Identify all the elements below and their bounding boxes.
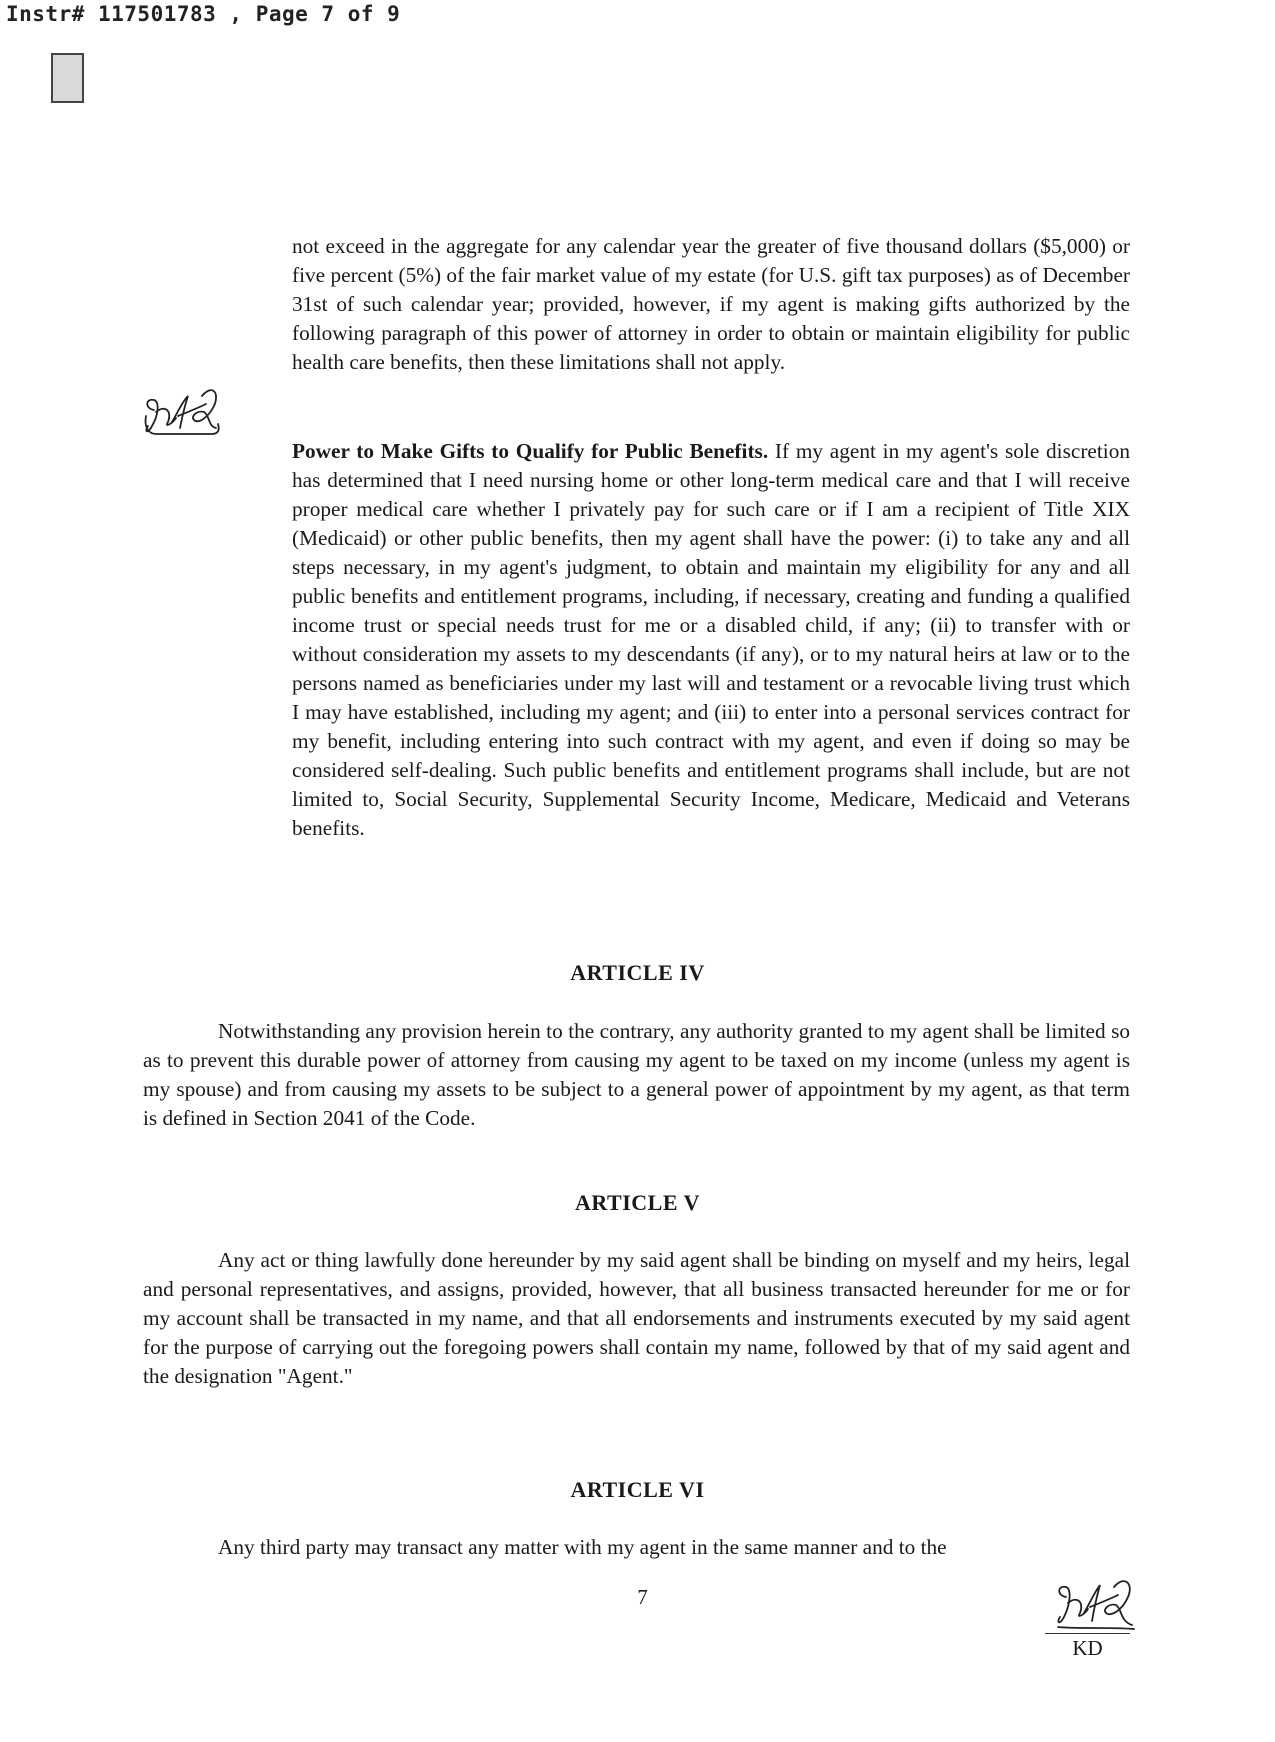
article-iv-title: ARTICLE IV [570, 960, 705, 985]
initials-footer-signature [1048, 1575, 1138, 1633]
article-v-title: ARTICLE V [575, 1190, 700, 1215]
signature-line [1045, 1633, 1130, 1634]
article-v-text: Any act or thing lawfully done hereunder by my said agent shall be binding on myself and my heirs, legal and personal representatives, and assigns, provided, however, that all business transacted hereunder for me or for my account shall be transacted in my name, and that all endorsements and instruments executed by my said agent for the purpose of carrying out the foregoing powers shall contain my name, followed by that of my said agent and the designation "Agent." [143, 1248, 1130, 1388]
instrument-header: Instr# 117501783 , Page 7 of 9 [6, 2, 401, 26]
continuation-paragraph: not exceed in the aggregate for any calendar year the greater of five thousand dollars ($5,000) or five percent (5%) of the fair market value of my estate (for U.S. gift tax purposes) as of December 31st of such calendar year; provided, however, if my agent is making gifts authorized by the following paragraph of this power of attorney in order to obtain or maintain eligibility for public health care benefits, then these limitations shall not apply. [292, 234, 1130, 374]
article-iv-text: Notwithstanding any provision herein to the contrary, any authority granted to my agent shall be limited so as to prevent this durable power of attorney from causing my agent to be taxed on my income (unless my agent is my spouse) and from causing my assets to be subject to a general power of appointment by my agent, as that term is defined in Section 2041 of the Code. [143, 1019, 1130, 1130]
public-benefits-paragraph [292, 437, 1130, 843]
article-vi-text: Any third party may transact any matter with my agent in the same manner and to the [218, 1535, 947, 1559]
public-benefits-text: If my agent in my agent's sole discretion has determined that I need nursing home or other long-term medical care and that I will receive proper medical care whether I privately pay for such care or if I am a recipient of Title XIX (Medicaid) or other public benefits, then my agent shall have the power: (i) to take any and all steps necessary, in my agent's judgment, to obtain and maintain my eligibility for any and all public benefits and entitlement programs, including, if necessary, creating and funding a qualified income trust or special needs trust for me or a disabled child, if any; (ii) to transfer with or without consideration my assets to my descendants (if any), or to my natural heirs at law or to the persons named as beneficiaries under my last will and testament or a revocable living trust which I may have established, including my agent; and (iii) to enter into a personal services contract for my benefit, including entering into such contract with my agent, and even if doing so may be considered self-dealing. Such public benefits and entitlement programs shall include, but are not limited to, Social Security, Supplemental Security Income, Medicare, Medicaid and Veterans benefits. [292, 439, 1130, 840]
article-vi-title: ARTICLE VI [570, 1477, 705, 1502]
public-benefits-heading: Power to Make Gifts to Qualify for Public Benefits. [292, 439, 769, 463]
initials-label: KD [1072, 1636, 1103, 1660]
stamp-box [51, 53, 84, 103]
initials-margin-signature [142, 382, 222, 438]
page-number: 7 [637, 1585, 648, 1609]
